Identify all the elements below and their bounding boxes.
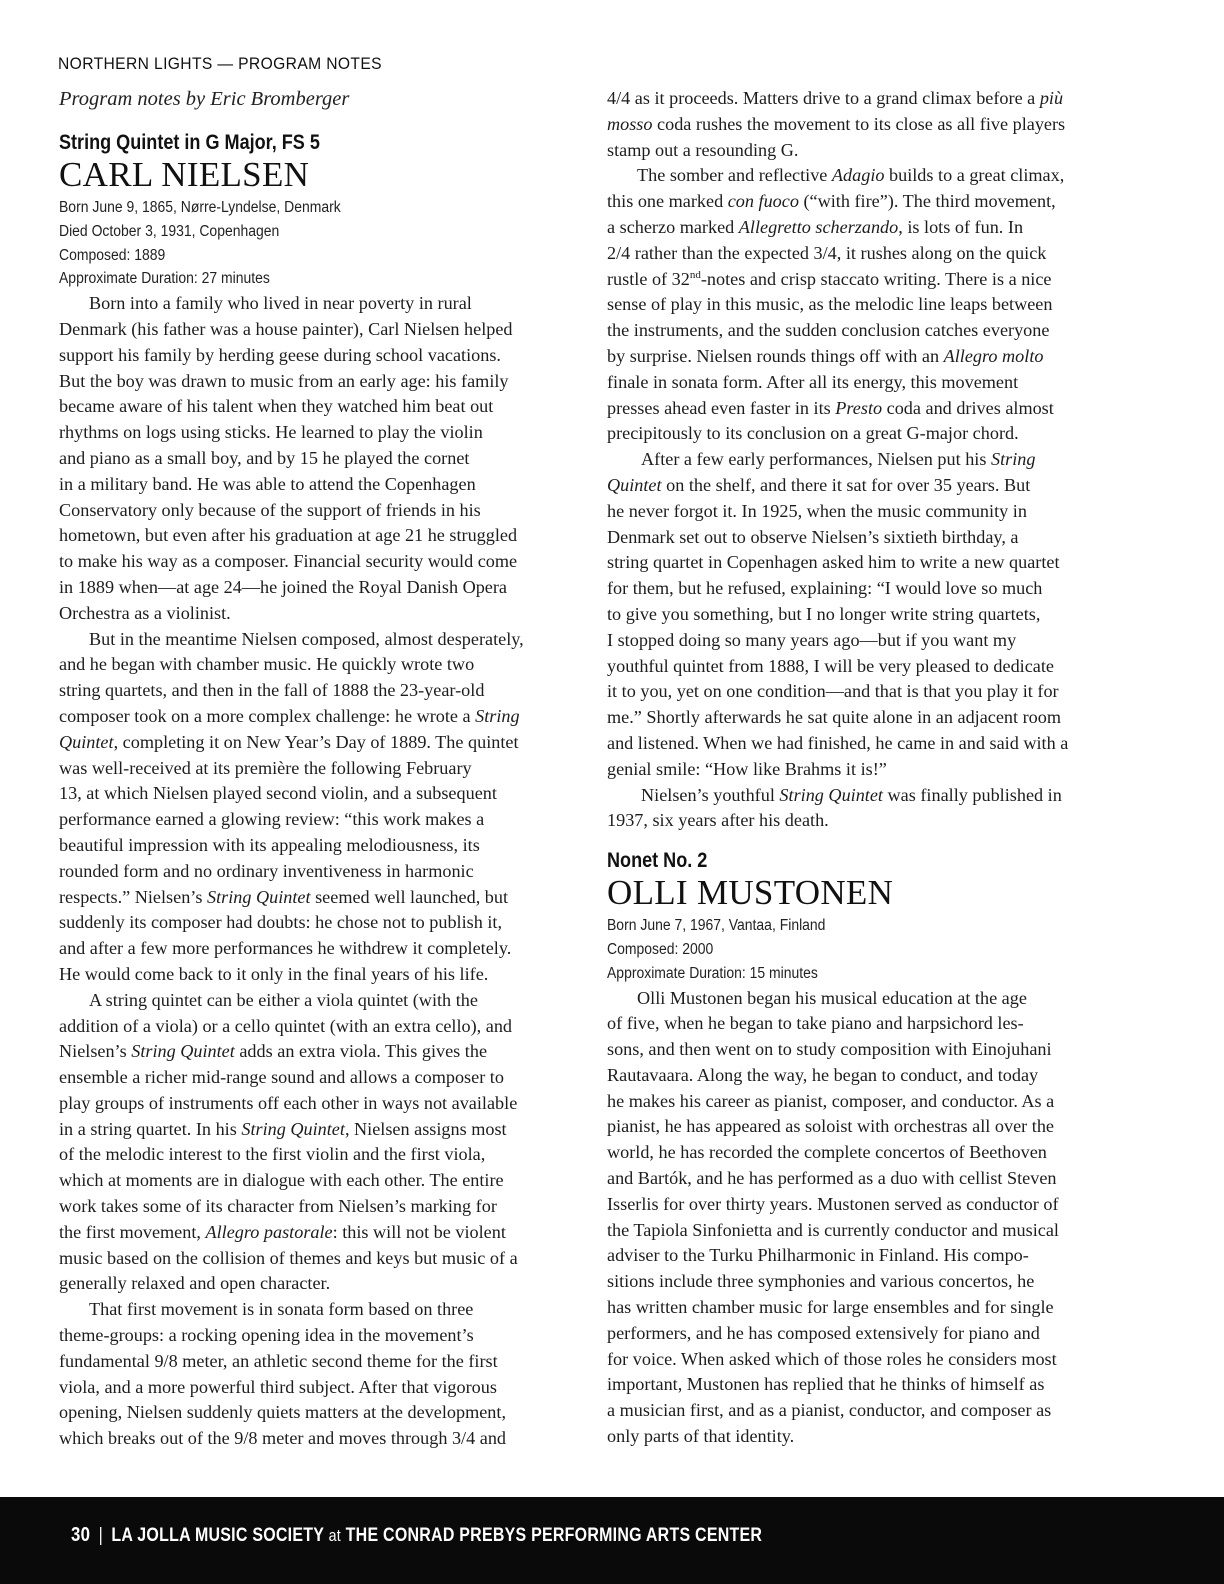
- text-line: I stopped doing so many years ago—but if you want my: [607, 629, 1017, 650]
- text-line: That first movement is in sonata form based on three: [89, 1299, 474, 1320]
- text-line: in a military band. He was able to attend the Copenhagen: [59, 473, 476, 494]
- text-line: presses ahead even faster in its Presto coda and drives almost: [607, 397, 1054, 418]
- text-line: he makes his career as pianist, composer, and conductor. As a: [607, 1090, 1055, 1111]
- text-line: me.” Shortly afterwards he sat quite alone in an adjacent room: [607, 707, 1062, 728]
- text-line: generally relaxed and open character.: [59, 1273, 331, 1294]
- text-line: sitions include three symphonies and various concertos, he: [607, 1271, 1035, 1292]
- text-line: which breaks out of the 9/8 meter and moves through 3/4 and: [59, 1428, 507, 1449]
- text-line: Isserlis for over thirty years. Mustonen served as conductor of: [607, 1193, 1059, 1214]
- text-line: 2/4 rather than the expected 3/4, it rushes along on the quick: [607, 242, 1047, 263]
- text-line: precipitously to its conclusion on a great G-major chord.: [607, 423, 1019, 444]
- text-line: rhythms on logs using sticks. He learned to play the violin: [59, 422, 483, 443]
- footer-org: LA JOLLA MUSIC SOCIETY: [111, 1525, 324, 1546]
- text-line: to give you something, but I no longer write string quartets,: [607, 603, 1041, 624]
- text-line: important, Mustonen has replied that he thinks of himself as: [607, 1374, 1045, 1395]
- text-line: The somber and reflective Adagio builds to a great climax,: [637, 165, 1065, 186]
- right-column: [607, 86, 1112, 1450]
- body-text: [59, 291, 564, 1452]
- text-line: viola, and a more powerful third subject. After that vigorous: [59, 1376, 497, 1397]
- text-line: A string quintet can be either a viola quintet (with the: [89, 989, 478, 1010]
- footer-venue: THE CONRAD PREBYS PERFORMING ARTS CENTER: [345, 1525, 763, 1546]
- work-title: String Quintet in G Major, FS 5: [59, 131, 320, 154]
- text-line: string quartets, and then in the fall of 1888 the 23-year-old: [59, 680, 485, 701]
- text-line: composer took on a more complex challenge: he wrote a String: [59, 705, 520, 726]
- composer-name: CARL NIELSEN: [59, 155, 310, 194]
- composer-birth: Born June 9, 1865, Nørre-Lyndelse, Denmark: [59, 199, 341, 216]
- text-line: youthful quintet from 1888, I will be very pleased to dedicate: [607, 655, 1054, 676]
- text-line: was well-received at its première the following February: [59, 757, 472, 778]
- text-line: only parts of that identity.: [607, 1426, 795, 1447]
- text-line: by surprise. Nielsen rounds things off with an Allegro molto: [607, 345, 1044, 366]
- body-text: [607, 986, 1112, 1450]
- text-line: work takes some of its character from Nielsen’s marking for: [59, 1196, 497, 1217]
- text-line: finale in sonata form. After all its energy, this movement: [607, 371, 1019, 392]
- text-line: string quartet in Copenhagen asked him to write a new quartet: [607, 552, 1060, 573]
- text-line: Denmark set out to observe Nielsen’s sixtieth birthday, a: [607, 526, 1019, 547]
- text-line: But the boy was drawn to music from an early age: his family: [59, 370, 509, 391]
- text-line: beautiful impression with its appealing melodiousness, its: [59, 834, 480, 855]
- text-line: Rautavaara. Along the way, he began to conduct, and today: [607, 1064, 1039, 1085]
- text-line: addition of a viola) or a cello quintet (with an extra cello), and: [59, 1015, 513, 1036]
- composer-death: Died October 3, 1931, Copenhagen: [59, 222, 280, 240]
- composer-name: OLLI MUSTONEN: [607, 873, 894, 913]
- text-line: support his family by herding geese during school vacations.: [59, 344, 501, 365]
- text-line: and after a few more performances he withdrew it completely.: [59, 938, 512, 959]
- text-line: fundamental 9/8 meter, an athletic second theme for the first: [59, 1350, 498, 1371]
- byline: Program notes by Eric Bromberger: [59, 88, 350, 110]
- text-line: play groups of instruments off each other in ways not available: [59, 1092, 518, 1113]
- page-number: 30: [71, 1524, 91, 1546]
- text-line: to make his way as a composer. Financial security would come: [59, 551, 518, 572]
- text-line: Nielsen’s youthful String Quintet was finally published in: [641, 784, 1062, 805]
- work-title: Nonet No. 2: [607, 849, 708, 873]
- text-line: a musician first, and as a pianist, conductor, and composer as: [607, 1400, 1052, 1421]
- text-line: it to you, yet on one condition—and that is that you play it for: [607, 681, 1059, 702]
- text-line: he never forgot it. In 1925, when the music community in: [607, 500, 1027, 521]
- text-line: But in the meantime Nielsen composed, almost desperately,: [89, 628, 524, 649]
- text-line: mosso coda rushes the movement to its close as all five players: [607, 113, 1066, 134]
- text-line: 1937, six years after his death.: [607, 810, 829, 831]
- text-line: and listened. When we had finished, he came in and said with a: [607, 732, 1069, 753]
- text-line: theme-groups: a rocking opening idea in the movement’s: [59, 1325, 474, 1346]
- text-line: Quintet, completing it on New Year’s Day of 1889. The quintet: [59, 731, 519, 752]
- text-line: sons, and then went on to study composition with Einojuhani: [607, 1039, 1052, 1060]
- text-line: opening, Nielsen suddenly quiets matters at the development,: [59, 1402, 507, 1423]
- text-line: adviser to the Turku Philharmonic in Finland. His compo-: [607, 1245, 1029, 1266]
- composed-date: Composed: 1889: [59, 246, 166, 264]
- text-line: the Tapiola Sinfonietta and is currently conductor and musical: [607, 1219, 1059, 1240]
- footer-at: at: [328, 1526, 341, 1545]
- text-line: of five, when he began to take piano and harpsichord les-: [607, 1013, 1024, 1034]
- text-line: for voice. When asked which of those roles he considers most: [607, 1348, 1057, 1369]
- text-line: 4/4 as it proceeds. Matters drive to a grand climax before a più: [607, 88, 1064, 108]
- text-line: and Bartók, and he has performed as a duo with cellist Steven: [607, 1168, 1057, 1189]
- text-line: Quintet on the shelf, and there it sat for over 35 years. But: [607, 474, 1031, 495]
- text-line: which at moments are in dialogue with each other. The entire: [59, 1170, 504, 1191]
- text-line: of the melodic interest to the first violin and the first viola,: [59, 1144, 486, 1165]
- text-line: He would come back to it only in the final years of his life.: [59, 963, 489, 984]
- text-line: world, he has recorded the complete concertos of Beethoven: [607, 1142, 1047, 1163]
- text-line: music based on the collision of themes and keys but music of a: [59, 1247, 518, 1268]
- text-line: genial smile: “How like Brahms it is!”: [607, 758, 887, 779]
- footer-separator: |: [98, 1525, 104, 1546]
- text-line: ensemble a richer mid-range sound and allows a composer to: [59, 1067, 504, 1088]
- composed-date: Composed: 2000: [607, 940, 714, 958]
- text-line: respects.” Nielsen’s String Quintet seemed well launched, but: [59, 886, 509, 907]
- text-line: in 1889 when—at age 24—he joined the Royal Danish Opera: [59, 576, 508, 597]
- duration: Approximate Duration: 27 minutes: [59, 270, 270, 288]
- text-line: performers, and he has composed extensively for piano and: [607, 1322, 1040, 1343]
- text-line: stamp out a resounding G.: [607, 139, 799, 160]
- text-line: sense of play in this music, as the melodic line leaps between: [607, 294, 1053, 315]
- text-line: Orchestra as a violinist.: [59, 602, 231, 623]
- text-line: for them, but he refused, explaining: “I would love so much: [607, 578, 1043, 599]
- text-line: hometown, but even after his graduation at age 21 he struggled: [59, 525, 518, 546]
- footer-text: [71, 1524, 762, 1547]
- text-line: Nielsen’s String Quintet adds an extra viola. This gives the: [59, 1041, 488, 1062]
- text-line: Conservatory only because of the support of friends in his: [59, 499, 481, 520]
- text-line: has written chamber music for large ensembles and for single: [607, 1297, 1054, 1318]
- left-column: [59, 130, 564, 1452]
- text-line: this one marked con fuoco (“with fire”). The third movement,: [607, 191, 1056, 212]
- text-line: a scherzo marked Allegretto scherzando, is lots of fun. In: [607, 216, 1024, 237]
- text-line: and piano as a small boy, and by 15 he played the cornet: [59, 447, 470, 468]
- text-line: Born into a family who lived in near poverty in rural: [89, 293, 472, 314]
- text-line: rustle of 32nd-notes and crisp staccato writing. There is a nice: [607, 268, 1052, 289]
- text-line: rounded form and no ordinary inventiveness in harmonic: [59, 860, 474, 881]
- text-line: pianist, he has appeared as soloist with orchestras all over the: [607, 1116, 1054, 1137]
- text-line: Olli Mustonen began his musical education at the age: [637, 987, 1027, 1008]
- text-line: in a string quartet. In his String Quintet, Nielsen assigns most: [59, 1118, 507, 1139]
- text-line: 13, at which Nielsen played second violin, and a subsequent: [59, 783, 497, 804]
- body-text: [607, 86, 1112, 834]
- composer-birth: Born June 7, 1967, Vantaa, Finland: [607, 917, 826, 935]
- text-line: performance earned a glowing review: “this work makes a: [59, 809, 485, 830]
- text-line: Denmark (his father was a house painter), Carl Nielsen helped: [59, 318, 513, 339]
- text-line: the first movement, Allegro pastorale: this will not be violent: [59, 1221, 506, 1242]
- text-line: the instruments, and the sudden conclusion catches everyone: [607, 320, 1050, 341]
- running-header: NORTHERN LIGHTS — PROGRAM NOTES: [58, 54, 382, 73]
- text-line: and he began with chamber music. He quickly wrote two: [59, 654, 475, 675]
- text-line: suddenly its composer had doubts: he chose not to publish it,: [59, 912, 503, 933]
- duration: Approximate Duration: 15 minutes: [607, 964, 818, 982]
- text-line: became aware of his talent when they watched him beat out: [59, 396, 494, 417]
- text-line: After a few early performances, Nielsen put his String: [641, 449, 1036, 470]
